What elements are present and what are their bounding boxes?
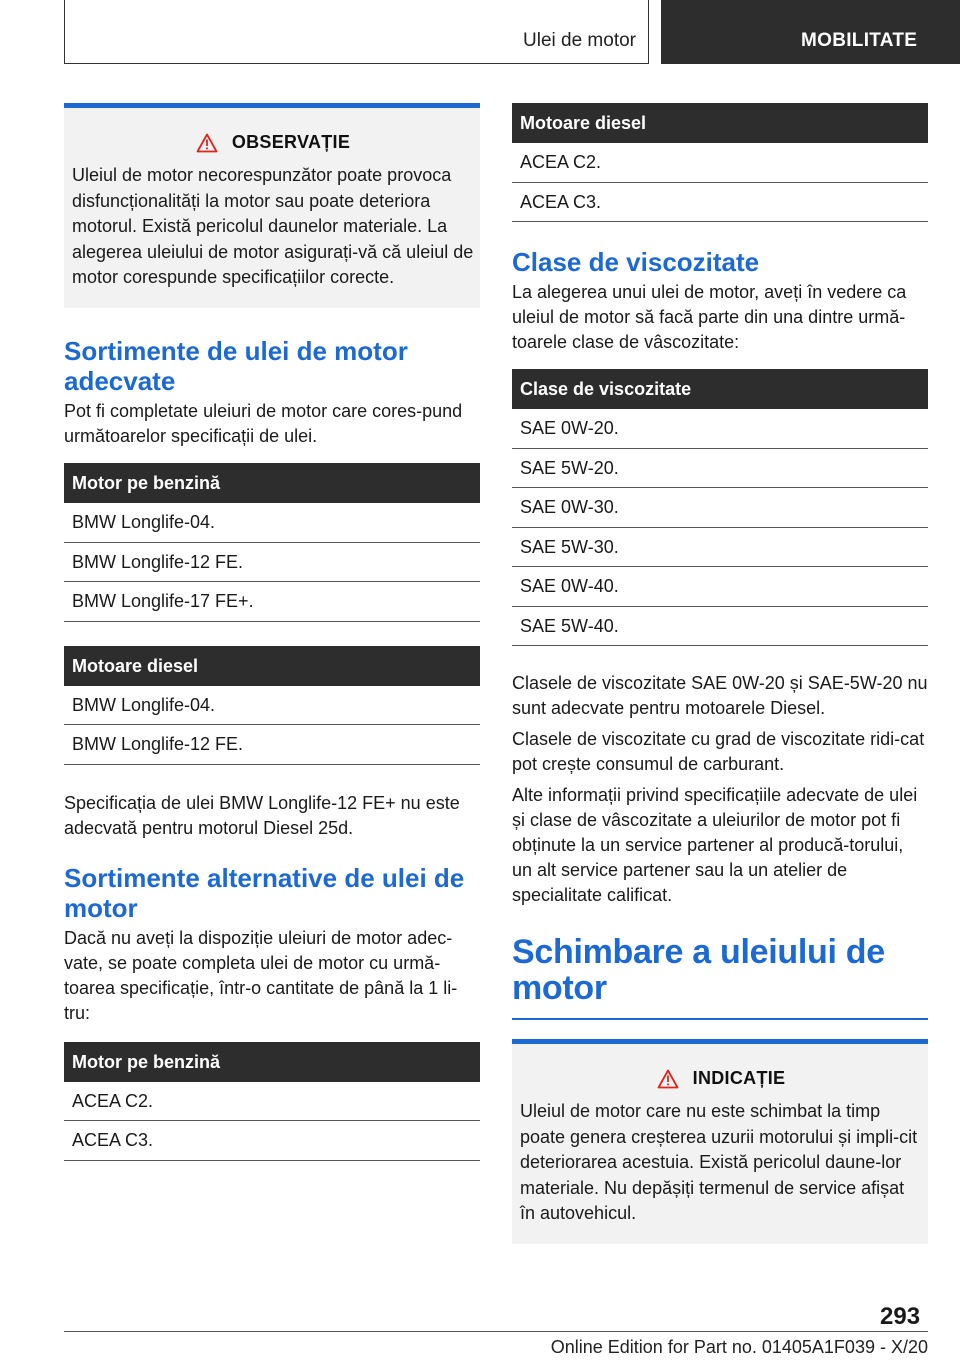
section-intro-sortimente: Pot fi completate uleiuri de motor care cores-pund următoarelor specificații de ulei.: [64, 401, 463, 446]
table-row: SAE 5W-20.: [512, 449, 928, 489]
notice-title-row: [520, 1068, 922, 1089]
right-column: [512, 103, 928, 1244]
notice-body: Uleiul de motor care nu este schimbat la timp poate genera creșterea uzurii motorului și impli-cit deteriorarea acestuia. Există pericolul daune-lor materiale. Nu depășiți termenul de service afișat în autovehicul.: [520, 1101, 918, 1224]
warning-triangle-icon: [196, 133, 218, 153]
table-header: Clase de viscozitate: [512, 369, 928, 409]
table-row: SAE 0W-30.: [512, 488, 928, 528]
table-row: BMW Longlife-12 FE.: [64, 543, 480, 583]
footer-rule: [64, 1331, 928, 1332]
header-section-box: [64, 0, 649, 64]
diesel-spec-note: Specificația de ulei BMW Longlife-12 FE+ nu este adecvată pentru motorul Diesel 25d.: [64, 792, 460, 838]
table-row: SAE 0W-40.: [512, 567, 928, 607]
big-heading-schimbare: Schimbare a uleiului de motor: [512, 933, 885, 1007]
table-clase-viscozitate: [512, 369, 928, 646]
table-header: Motor pe benzină: [64, 1042, 480, 1082]
table-header: Motoare diesel: [64, 646, 480, 686]
header-chapter-title: MOBILITATE: [801, 30, 918, 51]
indicatie-notice: [512, 1039, 928, 1244]
table-row: ACEA C3.: [64, 1121, 480, 1161]
table-row: ACEA C3.: [512, 183, 928, 223]
table-row: BMW Longlife-04.: [64, 503, 480, 543]
table-alt-motor-benzina: [64, 1042, 480, 1161]
notice-body: Uleiul de motor necorespunzător poate provoca disfuncționalități la motor sau poate deteriora motorul. Există pericolul daunelor materiale. La alegerea uleiului de motor asigurați-vă că uleiul de motor corespunde specificațiilor corecte.: [72, 165, 474, 288]
table-motor-benzina: [64, 463, 480, 622]
section-heading-alternative: Sortimente alternative de ulei de motor: [64, 862, 465, 923]
page-number: 293: [880, 1303, 921, 1330]
left-column: [64, 103, 480, 1161]
table-motoare-diesel: [64, 646, 480, 765]
notice-title-row: [72, 132, 474, 153]
table-row: ACEA C2.: [512, 143, 928, 183]
table-alt-motoare-diesel: [512, 103, 928, 222]
header-chapter-box: [661, 0, 960, 64]
table-row: ACEA C2.: [64, 1082, 480, 1122]
viscosity-note-1: Clasele de viscozitate SAE 0W-20 și SAE-5W-20 nu sunt adecvate pentru motoarele Diesel.: [512, 673, 928, 718]
table-row: BMW Longlife-04.: [64, 686, 480, 726]
table-row: SAE 0W-20.: [512, 409, 928, 449]
table-row: SAE 5W-30.: [512, 528, 928, 568]
section-heading-sortimente: Sortimente de ulei de motor adecvate: [64, 336, 408, 396]
table-header: Motor pe benzină: [64, 463, 480, 503]
warning-triangle-icon: [657, 1069, 679, 1089]
notice-title: OBSERVAȚIE: [231, 132, 351, 152]
table-header: Motoare diesel: [512, 103, 928, 143]
viscosity-note-2: Clasele de viscozitate cu grad de viscozitate ridi-cat pot crește consumul de carburant.: [512, 729, 925, 774]
table-row: SAE 5W-40.: [512, 607, 928, 647]
observatie-notice: [64, 103, 480, 308]
footer-edition-text: Online Edition for Part no. 01405A1F039 - X/20: [550, 1337, 928, 1357]
viscosity-note-3: Alte informații privind specificațiile adecvate de ulei și clase de vâscozitate a uleiurilor de motor pot fi obținute la un service partener al producă-torului, un alt service partener sau la un atelier de specialitate calificat.: [512, 785, 918, 905]
table-row: BMW Longlife-12 FE.: [64, 725, 480, 765]
header-section-title: Ulei de motor: [523, 30, 636, 51]
section-intro-viscozitate: La alegerea unui ulei de motor, aveți în vedere ca uleiul de motor să facă parte din una dintre urmă-toarele clase de vâscozitate:: [512, 282, 907, 352]
heading-rule: [512, 1018, 928, 1020]
section-intro-alternative: Dacă nu aveți la dispoziție uleiuri de motor adec-vate, se poate completa ulei de motor cu urmă-toarea specificație, într-o cantitate de până la 1 li-tru:: [64, 927, 458, 1023]
table-row: BMW Longlife-17 FE+.: [64, 582, 480, 622]
section-heading-viscozitate: Clase de viscozitate: [512, 247, 760, 277]
notice-title: INDICAȚIE: [692, 1068, 786, 1088]
